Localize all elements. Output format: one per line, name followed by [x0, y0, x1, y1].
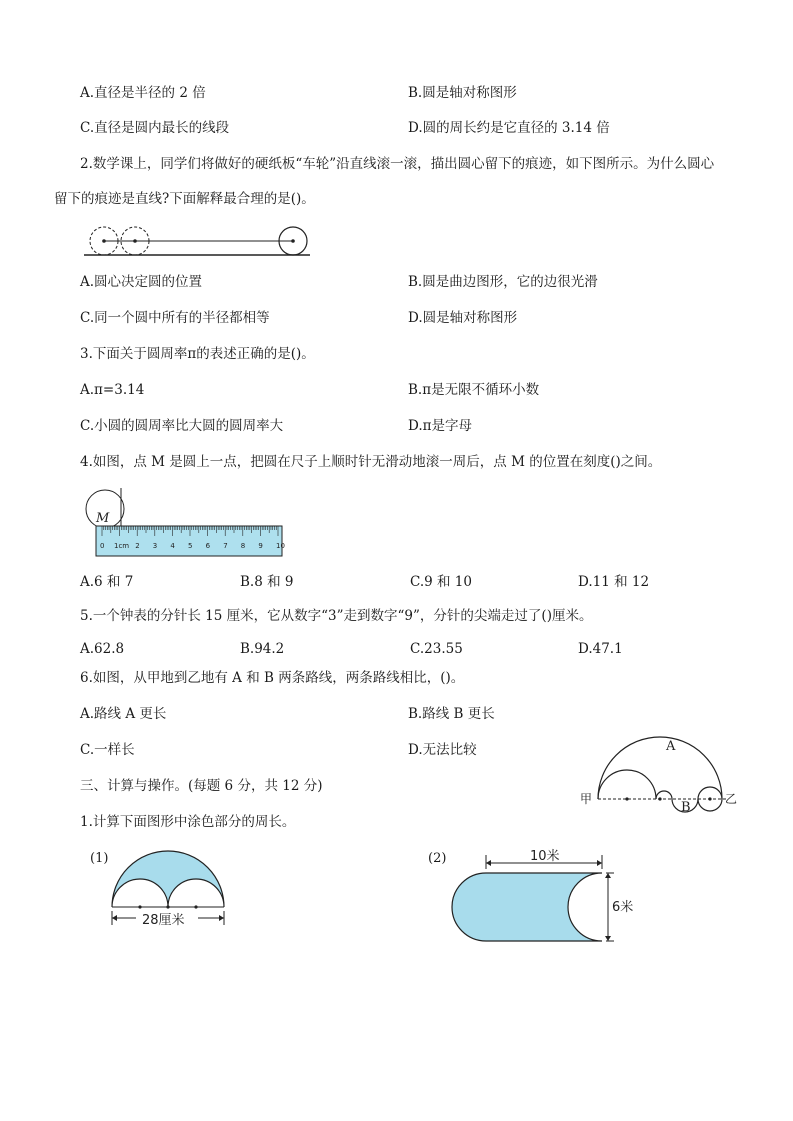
route-label-end: 乙: [725, 792, 738, 806]
ruler-unit-label: 1cm: [114, 542, 130, 550]
q6-option-a: A.路线 A 更长: [80, 706, 167, 722]
ruler-number: 3: [152, 542, 158, 550]
q1-option-c: C.直径是圆内最长的线段: [80, 120, 230, 136]
q2-stem-line1: 2.数学课上，同学们将做好的硬纸板“车轮”沿直线滚一滚，描出圆心留下的痕迹，如下图所示。为什么圆心: [80, 156, 715, 172]
ruler-number: 8: [240, 542, 246, 550]
route-figure: [578, 722, 758, 822]
q2-option-b: B.圆是曲边图形，它的边很光滑: [408, 274, 598, 290]
q5-option-d: D.47.1: [578, 641, 623, 657]
q5-option-b: B.94.2: [240, 641, 285, 657]
shaded-figure-2: [448, 845, 648, 945]
fig1-shaded-region: [112, 851, 224, 907]
ruler-number: 4: [170, 542, 175, 550]
route-a-small-arc: [698, 787, 722, 799]
q5-option-c: C.23.55: [410, 641, 463, 657]
fig2-label: (2): [428, 851, 447, 866]
q2-option-d: D.圆是轴对称图形: [408, 310, 518, 326]
q6-option-b: B.路线 B 更长: [408, 706, 495, 722]
route-label-a: A: [666, 739, 676, 754]
ruler-number: 9: [258, 542, 263, 550]
route-label-start: 甲: [580, 792, 593, 806]
q3-option-c: C.小圆的圆周率比大圆的圆周率大: [80, 418, 284, 434]
fig2-width-label: 10米: [530, 849, 560, 864]
route-b-arc-1: [598, 770, 656, 799]
q4-stem: 4.如图，点 M 是圆上一点，把圆在尺子上顺时针无滑动地滚一周后，点 M 的位置在刻度()之间。: [80, 454, 662, 470]
q5-option-a: A.62.8: [80, 641, 125, 657]
q1-option-b: B.圆是轴对称图形: [408, 85, 517, 101]
route-b-arc-4: [698, 799, 722, 811]
ruler-number: 0: [100, 542, 105, 550]
fig2-height-label: 6米: [612, 900, 634, 915]
q2-option-a: A.圆心决定圆的位置: [80, 274, 203, 290]
q5-stem: 5.一个钟表的分针长 15 厘米，它从数字“3”走到数字“9”，分针的尖端走过了()厘米。: [80, 608, 593, 624]
point-m-label: M: [96, 511, 110, 526]
q3-option-d: D.π是字母: [408, 418, 473, 434]
q6-option-d: D.无法比较: [408, 742, 477, 758]
ruler-number: 6: [205, 542, 211, 550]
ruler-circle-figure: [84, 488, 284, 560]
fig2-shaded-region: [452, 873, 602, 941]
shaded-figure-1: [108, 845, 238, 928]
fig1-label: (1): [90, 851, 109, 866]
q2-option-c: C.同一个圆中所有的半径都相等: [80, 310, 270, 326]
rolling-wheel-figure: [84, 224, 324, 260]
q3-option-a: A.π=3.14: [80, 382, 145, 398]
q4-option-a: A.6 和 7: [80, 574, 134, 590]
section3-q1-stem: 1.计算下面图形中涂色部分的周长。: [80, 814, 296, 830]
q4-option-b: B.8 和 9: [240, 574, 294, 590]
q6-stem: 6.如图，从甲地到乙地有 A 和 B 两条路线，两条路线相比，()。: [80, 670, 465, 686]
q4-option-c: C.9 和 10: [410, 574, 472, 590]
fig1-dim-label: 28厘米: [142, 913, 185, 928]
ruler-number: 5: [188, 542, 193, 550]
route-label-b: B: [681, 800, 691, 815]
route-b-arc-2: [656, 791, 672, 799]
q3-stem: 3.下面关于圆周率π的表述正确的是()。: [80, 346, 315, 362]
ruler-number: 2: [135, 542, 140, 550]
q3-option-b: B.π是无限不循环小数: [408, 382, 540, 398]
section3-heading: 三、计算与操作。(每题 6 分，共 12 分): [80, 778, 323, 794]
q2-stem-line2: 留下的痕迹是直线?下面解释最合理的是()。: [54, 191, 315, 207]
ruler-number: 7: [223, 542, 228, 550]
ruler-body: [96, 526, 282, 556]
q1-option-d: D.圆的周长约是它直径的 3.14 倍: [408, 120, 610, 136]
q4-option-d: D.11 和 12: [578, 574, 650, 590]
q6-option-c: C.一样长: [80, 742, 135, 758]
q1-option-a: A.直径是半径的 2 倍: [80, 85, 206, 101]
route-a-big-arc: [598, 737, 722, 799]
ruler-number: 10: [276, 542, 285, 550]
